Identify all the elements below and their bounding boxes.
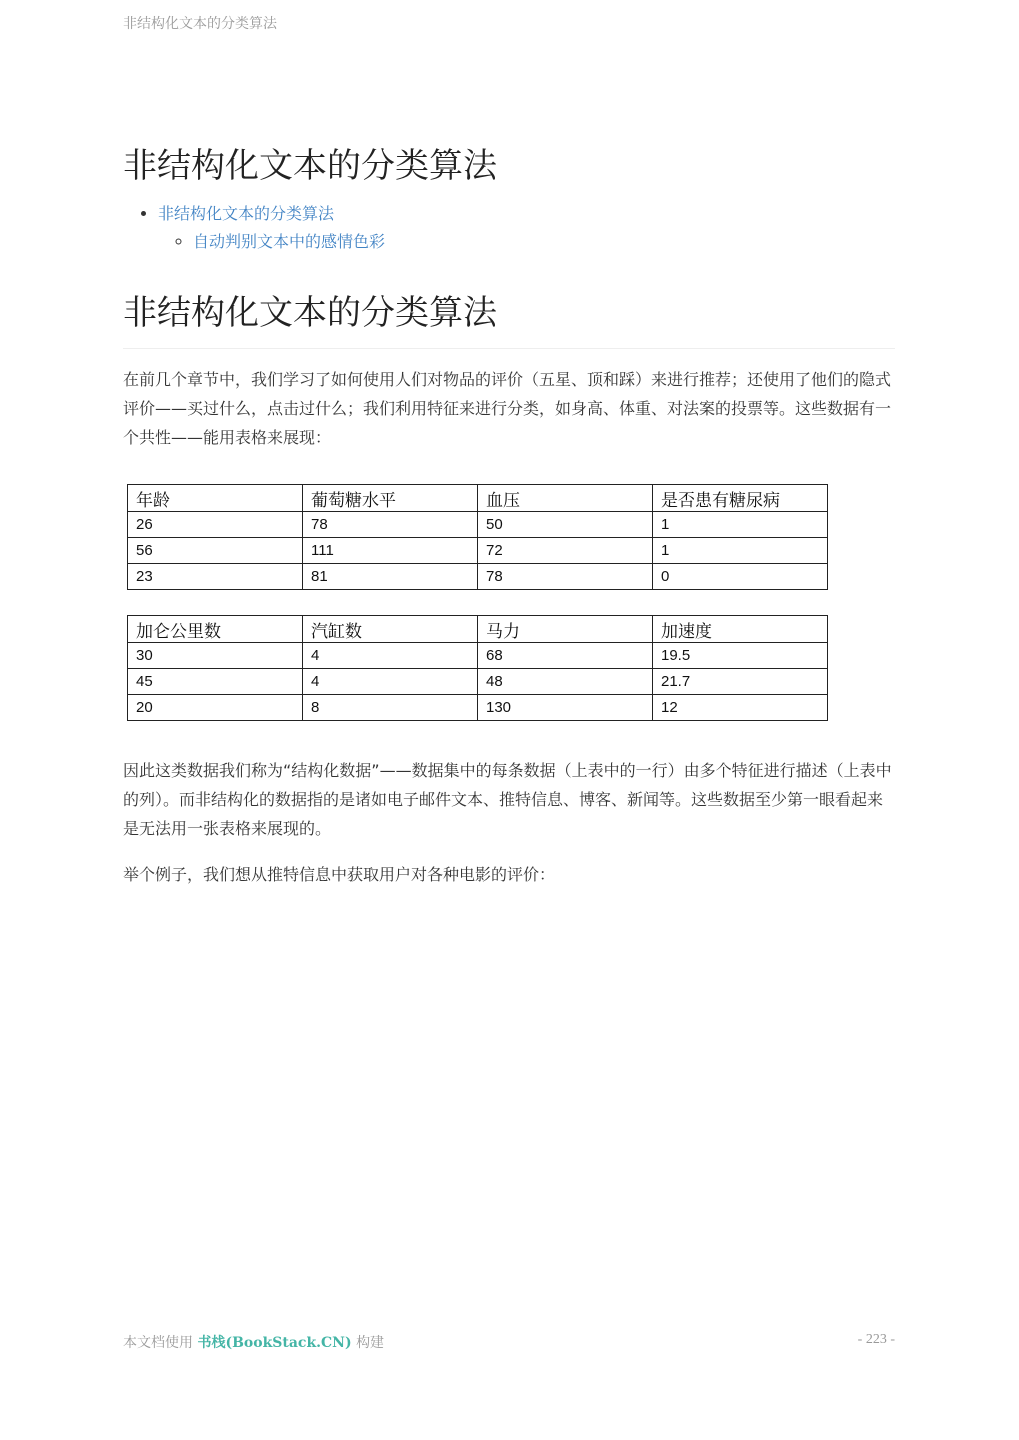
- table-cell: 20: [128, 695, 303, 721]
- table-cell: 0: [653, 564, 828, 590]
- structured-data-paragraph: 因此这类数据我们称为“结构化数据”——数据集中的每条数据（上表中的一行）由多个特征进行描述（上表中的列）。而非结构化的数据指的是诸如电子邮件文本、推特信息、博客、新闻等。这些数据至少第一眼看起来是无法用一张表格来展现的。: [123, 761, 892, 838]
- table-cell: 8: [303, 695, 478, 721]
- table-cell: 4: [303, 643, 478, 669]
- table-row: [128, 695, 828, 721]
- table-cell: 48: [478, 669, 653, 695]
- toc-item: [158, 200, 385, 256]
- table-cell: 45: [128, 669, 303, 695]
- car-table: [127, 615, 828, 721]
- toc-subitem: [193, 228, 385, 256]
- table-row: [128, 643, 828, 669]
- header-cell: 血压: [478, 485, 653, 512]
- table-cell: 30: [128, 643, 303, 669]
- table-cell: 78: [478, 564, 653, 590]
- bookstack-link[interactable]: 书栈(BookStack.CN): [197, 1335, 352, 1351]
- toc-title: 非结构化文本的分类算法: [123, 146, 497, 186]
- header-cell: 年龄: [128, 485, 303, 512]
- table-cell: 26: [128, 512, 303, 538]
- header-cell: 葡萄糖水平: [303, 485, 478, 512]
- table-cell: 4: [303, 669, 478, 695]
- table-header-row: [128, 616, 828, 643]
- table-of-contents: [123, 200, 385, 256]
- header-cell: 汽缸数: [303, 616, 478, 643]
- header-cell: 马力: [478, 616, 653, 643]
- header-cell: 加仑公里数: [128, 616, 303, 643]
- header-cell: 加速度: [653, 616, 828, 643]
- table-cell: 21.7: [653, 669, 828, 695]
- table-cell: 1: [653, 538, 828, 564]
- intro-paragraph: 在前几个章节中，我们学习了如何使用人们对物品的评价（五星、顶和踩）来进行推荐；还使用了他们的隐式评价——买过什么，点击过什么；我们利用特征来进行分类，如身高、体重、对法案的投票等。这些数据有一个共性——能用表格来展现：: [123, 370, 892, 447]
- page-number: - 223 -: [857, 1332, 895, 1347]
- table-cell: 56: [128, 538, 303, 564]
- table-cell: 130: [478, 695, 653, 721]
- table-cell: 12: [653, 695, 828, 721]
- table-row: [128, 669, 828, 695]
- table-cell: 68: [478, 643, 653, 669]
- table-header-row: [128, 485, 828, 512]
- table-cell: 19.5: [653, 643, 828, 669]
- footer-prefix: 本文档使用: [123, 1335, 193, 1351]
- footer-suffix: 构建: [356, 1335, 385, 1351]
- toc-link-main[interactable]: 非结构化文本的分类算法: [158, 204, 335, 223]
- tables-figure: [127, 484, 829, 721]
- table-cell: 111: [303, 538, 478, 564]
- header-cell: 是否患有糖尿病: [653, 485, 828, 512]
- diabetes-table: [127, 484, 828, 590]
- table-cell: 78: [303, 512, 478, 538]
- example-paragraph: 举个例子，我们想从推特信息中获取用户对各种电影的评价：: [123, 865, 556, 884]
- table-cell: 1: [653, 512, 828, 538]
- running-header: 非结构化文本的分类算法: [123, 16, 277, 32]
- section-title: 非结构化文本的分类算法: [123, 285, 895, 349]
- footer-credit: [123, 1332, 384, 1352]
- table-cell: 81: [303, 564, 478, 590]
- table-cell: 72: [478, 538, 653, 564]
- table-row: [128, 564, 828, 590]
- table-cell: 50: [478, 512, 653, 538]
- toc-link-sentiment[interactable]: 自动判别文本中的感情色彩: [193, 232, 386, 251]
- table-row: [128, 538, 828, 564]
- table-cell: 23: [128, 564, 303, 590]
- table-row: [128, 512, 828, 538]
